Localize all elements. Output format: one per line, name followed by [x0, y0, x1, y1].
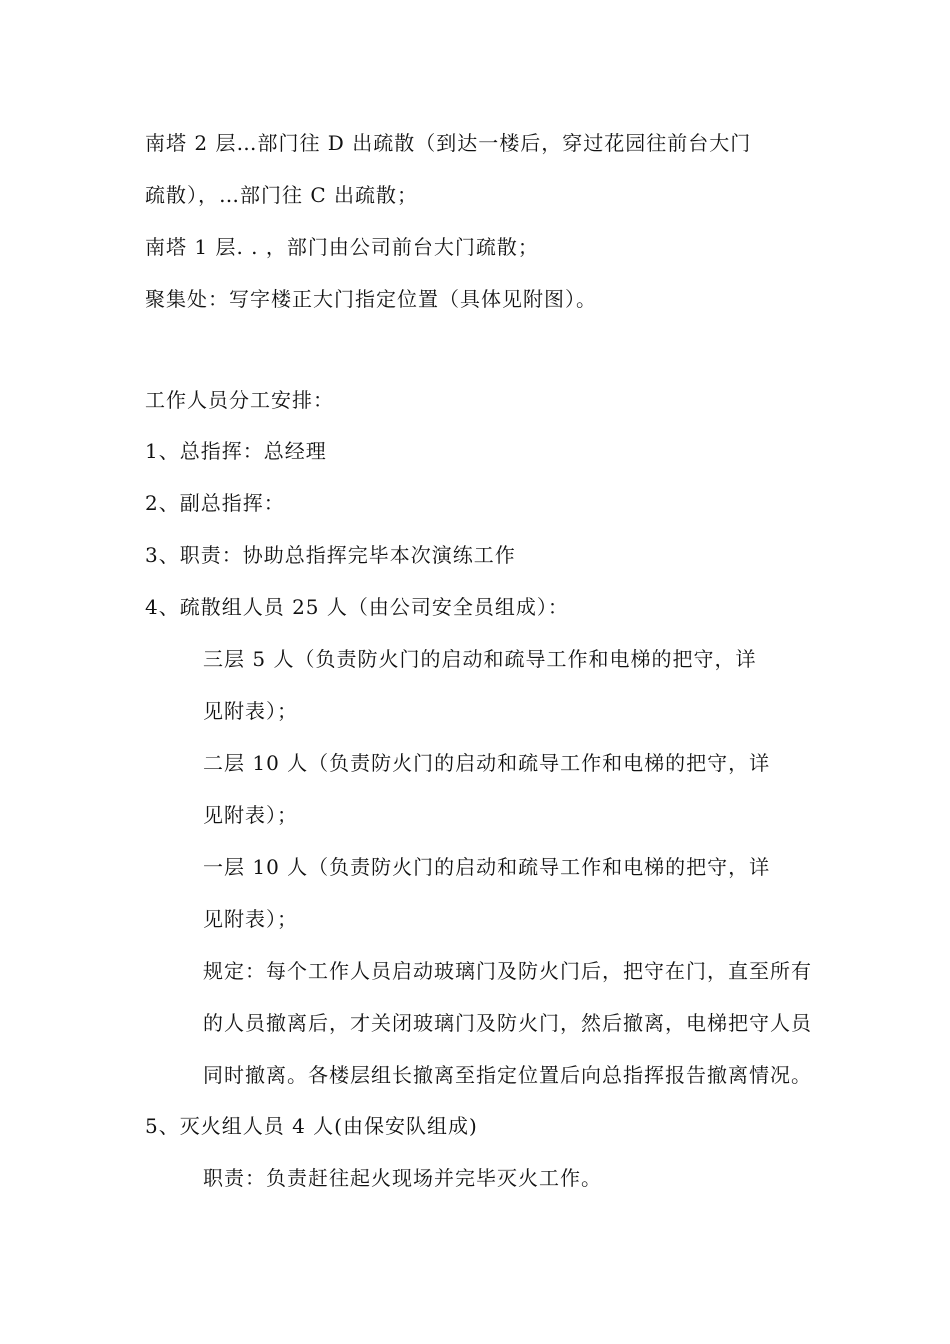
rule-text-line1: 规定：每个工作人员启动玻璃门及防火门后，把守在门，直至所有: [203, 959, 812, 983]
list-item-evacuation-team: 4、疏散组人员 25 人（由公司安全员组成）：: [145, 595, 569, 619]
list-item-deputy-commander: 2、副总指挥：: [145, 491, 285, 515]
section-heading-staff-assignment: 工作人员分工安排：: [145, 388, 334, 412]
paragraph-south-tower-1f: 南塔 1 层. . ，部门由公司前台大门疏散；: [145, 235, 539, 259]
firefighting-responsibility: 职责：负责赶往起火现场并完毕灭火工作。: [203, 1166, 602, 1190]
list-item-firefighting-team: 5、灭火组人员 4 人(由保安队组成): [145, 1114, 478, 1138]
sub-item-floor2-line2: 见附表）；: [203, 803, 298, 827]
list-item-responsibility: 3、职责：协助总指挥完毕本次演练工作: [145, 543, 516, 567]
sub-item-floor1-line1: 一层 10 人（负责防火门的启动和疏导工作和电梯的把守，详: [203, 855, 771, 879]
paragraph-south-tower-2f-line2: 疏散），…部门往 C 出疏散；: [145, 183, 419, 207]
paragraph-assembly-point: 聚集处：写字楼正大门指定位置（具体见附图）。: [145, 287, 597, 311]
rule-text-line3: 同时撤离。各楼层组长撤离至指定位置后向总指挥报告撤离情况。: [203, 1063, 812, 1087]
sub-item-floor3-line1: 三层 5 人（负责防火门的启动和疏导工作和电梯的把守，详: [203, 647, 757, 671]
sub-item-floor3-line2: 见附表）；: [203, 699, 298, 723]
paragraph-south-tower-2f-line1: 南塔 2 层…部门往 D 出疏散（到达一楼后，穿过花园往前台大门: [145, 131, 752, 155]
rule-text-line2: 的人员撤离后，才关闭玻璃门及防火门，然后撤离，电梯把守人员: [203, 1011, 812, 1035]
list-item-commander: 1、总指挥：总经理: [145, 439, 327, 463]
sub-item-floor2-line1: 二层 10 人（负责防火门的启动和疏导工作和电梯的把守，详: [203, 751, 771, 775]
sub-item-floor1-line2: 见附表）；: [203, 907, 298, 931]
